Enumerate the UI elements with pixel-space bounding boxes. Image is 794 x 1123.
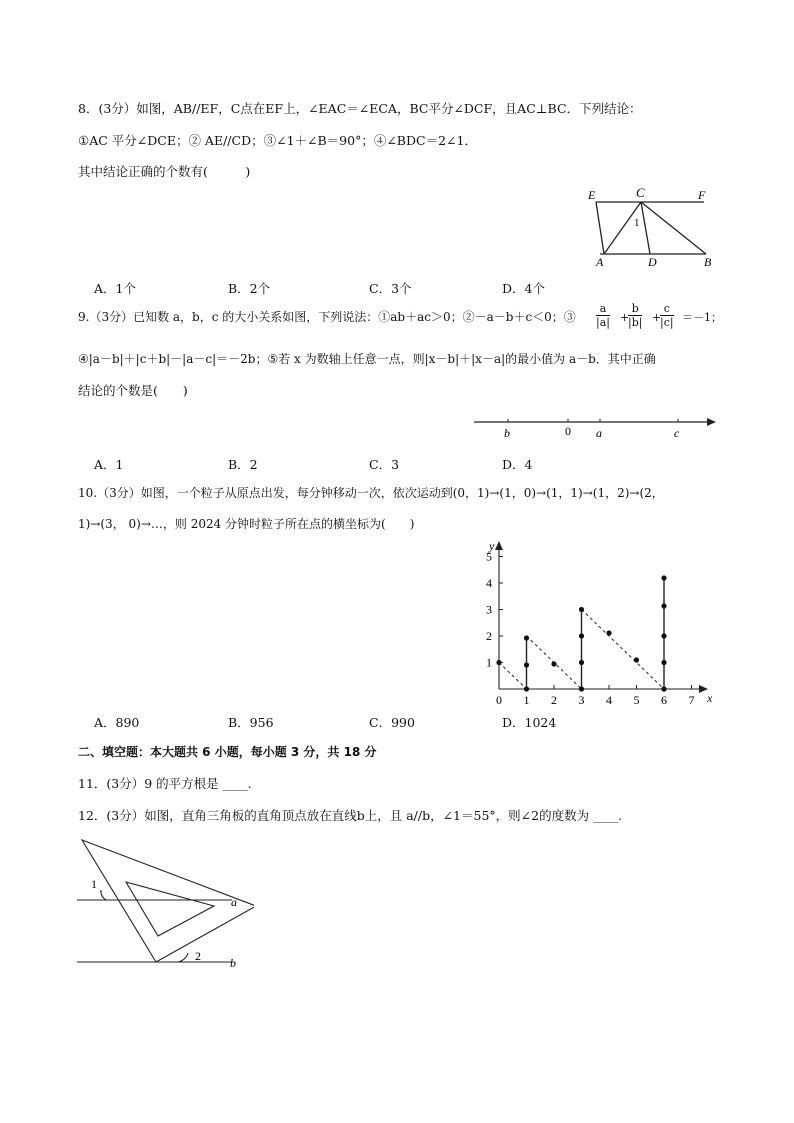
q10-x-axis-label: x (707, 691, 713, 705)
q10-x-tick-4: 4 (606, 693, 612, 707)
q9-fraction-a (596, 302, 610, 329)
q10-line1: 10.（3分）如图，一个粒子从原点出发，每分钟移动一次，依次运动到(0，1)→(1，0)→(1，1)→(1，2)→(2， (78, 486, 664, 500)
q10-y-tick-4: 4 (486, 576, 492, 590)
q9-option-a[interactable]: A．1 (94, 457, 124, 472)
q9-fraction-c (660, 302, 674, 329)
q12-label-line-a: a (231, 895, 237, 909)
q9-axis-c: c (674, 426, 680, 440)
q8-label-f: F (698, 188, 706, 202)
q8-label-angle1: 1 (634, 217, 640, 229)
q9-fraction-b (628, 302, 642, 329)
q9-plus-1: + (620, 311, 630, 324)
q9-fraction-c-numerator: c (660, 302, 674, 316)
q9-line1: 9.（3分）已知数 a，b，c 的大小关系如图，下列说法：①ab＋ac＞0；②－a－b＋c＜0；③ (78, 310, 576, 324)
q8-option-d[interactable]: D．4个 (502, 281, 545, 296)
q10-y-axis-label: y (489, 539, 495, 553)
q9-axis-a: a (596, 426, 602, 440)
q9-line1-end: ＝－1； (682, 311, 722, 324)
q9-option-b[interactable]: B．2 (228, 457, 258, 472)
q12-label-angle1: 1 (91, 877, 97, 891)
q8-label-b: B (704, 255, 712, 269)
q8-label-d: D (648, 255, 657, 269)
q10-x-tick-7: 7 (688, 693, 695, 707)
q9-option-c[interactable]: C．3 (369, 457, 400, 472)
q10-x-tick-2: 2 (551, 693, 557, 707)
q12-text: 12．(3分）如图，直角三角板的直角顶点放在直线b上，且 a//b，∠1＝55°，则∠2的度数为 ____. (78, 808, 623, 823)
q8-label-e: E (588, 188, 596, 202)
q9-line2: ④|a－b|＋|c＋b|－|a－c|＝－2b；⑤若 x 为数轴上任意一点，则|x－b|＋|x－a|的最小值为 a－b．其中正确 (78, 352, 656, 366)
q9-fraction-b-denominator: |b| (628, 316, 643, 329)
q12-figure (74, 836, 254, 976)
q10-y-tick-1: 1 (486, 655, 492, 670)
q9-fraction-c-denominator: |c| (660, 316, 674, 329)
q8-line2: ①AC 平分∠DCE；② AE//CD；③∠1＋∠B＝90°；④∠BDC＝2∠1． (78, 133, 477, 148)
q10-y-tick-2: 2 (486, 629, 492, 643)
q10-x-tick-5: 5 (633, 693, 640, 707)
q10-option-c[interactable]: C．990 (369, 715, 415, 730)
q10-option-d[interactable]: D．1024 (502, 715, 557, 730)
q12-label-angle2: 2 (195, 949, 201, 963)
q8-option-a[interactable]: A．1个 (94, 281, 136, 296)
q9-axis-b: b (504, 426, 510, 440)
q10-graph (482, 538, 722, 710)
q10-line2: 1)→(3， 0)→…，则 2024 分钟时粒子所在点的横坐标为( ) (78, 517, 415, 531)
q12-label-line-b: b (230, 956, 236, 970)
section-heading-fill-in: 二、填空题：本大题共 6 小题，每小题 3 分，共 18 分 (78, 745, 377, 759)
q8-line3: 其中结论正确的个数有( ) (78, 164, 251, 179)
q8-label-a: A (596, 255, 604, 269)
q9-fraction-b-numerator: b (628, 302, 642, 316)
q8-label-c: C (636, 185, 645, 200)
q11-text: 11．(3分）9 的平方根是 ____. (78, 776, 252, 791)
q10-option-b[interactable]: B．956 (228, 715, 274, 730)
q10-x-tick-0: 0 (496, 693, 502, 707)
q9-axis-zero: 0 (565, 424, 571, 438)
q9-fraction-a-numerator: a (596, 302, 610, 316)
q10-x-tick-6: 6 (661, 693, 667, 707)
q9-fraction-a-denominator: |a| (596, 316, 610, 329)
q10-option-a[interactable]: A．890 (94, 715, 140, 730)
q10-x-tick-3: 3 (578, 693, 585, 707)
q10-x-tick-1: 1 (523, 693, 530, 707)
q9-number-line (472, 410, 720, 442)
q10-y-tick-3: 3 (486, 602, 492, 617)
q9-option-d[interactable]: D．4 (502, 457, 533, 472)
q8-figure (582, 182, 720, 270)
q10-y-tick-5: 5 (486, 549, 492, 564)
q9-line3: 结论的个数是( ) (78, 383, 188, 398)
q8-line1: 8．(3分）如图，AB//EF，C点在EF上，∠EAC＝∠ECA，BC平分∠DCF，且AC⊥BC．下列结论： (78, 101, 642, 116)
q9-plus-2: + (652, 311, 662, 324)
q8-option-b[interactable]: B．2个 (228, 281, 271, 296)
q8-option-c[interactable]: C．3个 (369, 281, 412, 296)
